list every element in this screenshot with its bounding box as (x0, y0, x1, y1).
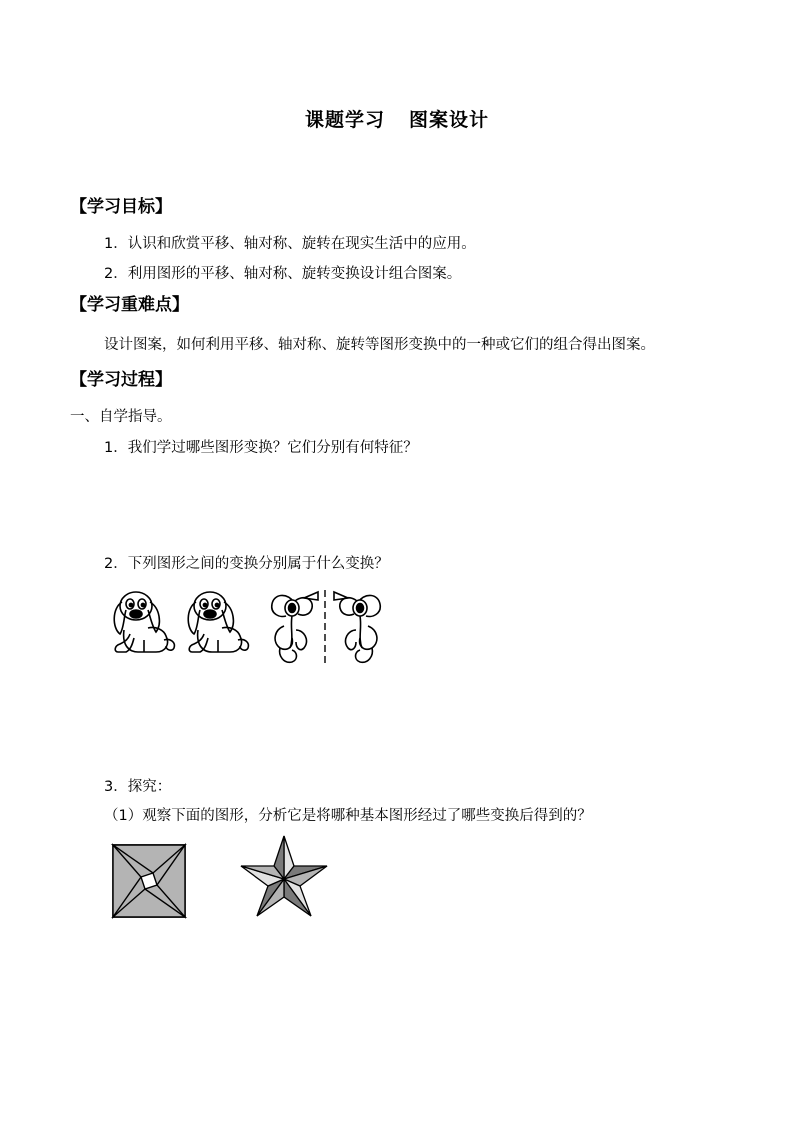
keypoints-text: 设计图案，如何利用平移、轴对称、旋转等图形变换中的一种或它们的组合得出图案。 (104, 337, 655, 353)
goal-item-1: 1．认识和欣赏平移、轴对称、旋转在现实生活中的应用。 (104, 236, 476, 252)
section-heading-process: 【学习过程】 (70, 370, 172, 390)
title-part-2: 图案设计 (409, 109, 490, 131)
section-heading-goals: 【学习目标】 (70, 197, 172, 217)
flower-figure-left (266, 586, 322, 666)
flower-figure-right (330, 586, 386, 666)
dog-figure-left (108, 588, 180, 656)
dog-figure-right (182, 588, 254, 656)
question-1: 1．我们学过哪些图形变换？它们分别有何特征？ (104, 440, 418, 456)
question-3-1: （1）观察下面的图形，分析它是将哪种基本图形经过了哪些变换后得到的？ (104, 808, 592, 824)
page-title (0, 105, 794, 132)
pinwheel-square-figure (112, 844, 186, 918)
title-part-1: 课题学习 (304, 109, 385, 131)
goal-item-2: 2．利用图形的平移、轴对称、旋转变换设计组合图案。 (104, 266, 462, 282)
section-heading-keypoints: 【学习重难点】 (70, 295, 189, 315)
question-3: 3．探究： (104, 779, 172, 795)
mirror-axis (323, 590, 327, 666)
star-figure (239, 834, 329, 918)
process-part-1: 一、自学指导。 (70, 409, 172, 425)
question-2: 2．下列图形之间的变换分别属于什么变换？ (104, 556, 389, 572)
